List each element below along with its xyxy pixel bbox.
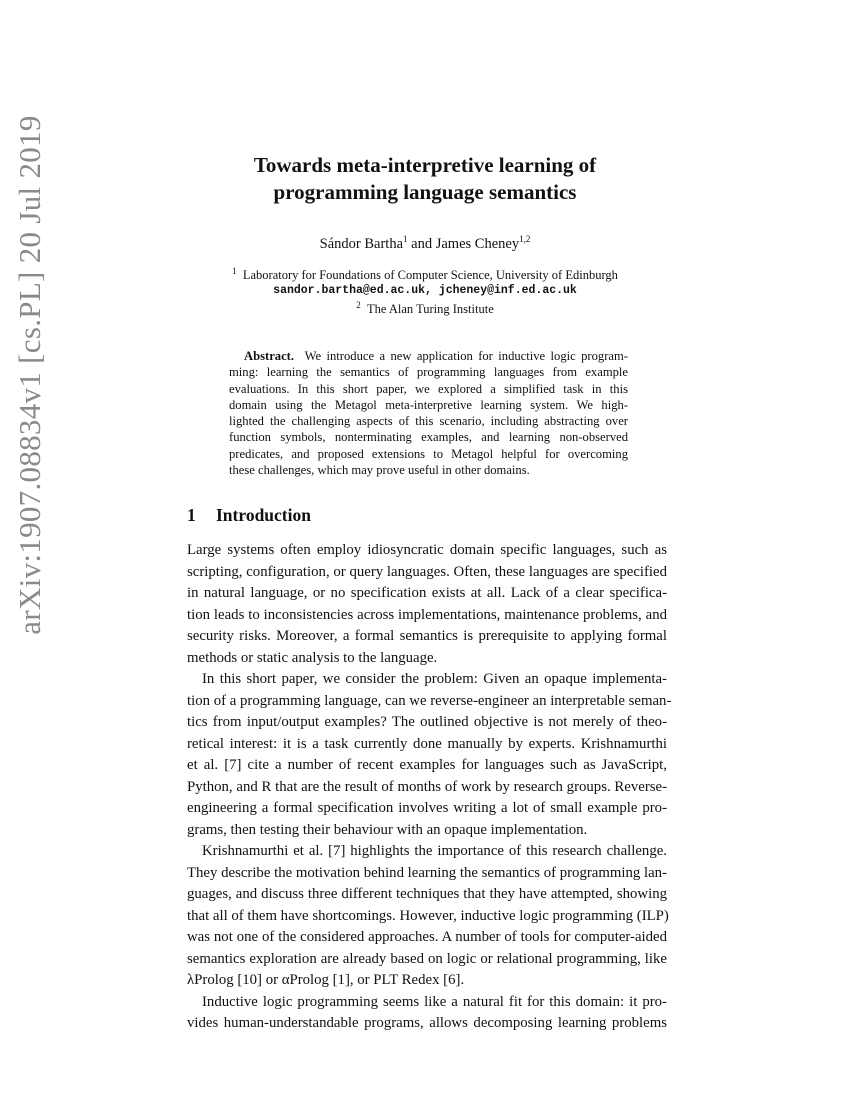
text-line: retical interest: it is a task currently done manually by experts. Krishnamurthi	[187, 735, 667, 752]
author-name: Sándor Bartha	[319, 235, 404, 252]
abstract-line: lighted the challenging aspects of this scenario, including abstracting over	[229, 414, 628, 429]
text-line: guages, and discuss three different techniques that they have attempted, showing	[187, 886, 667, 902]
affiliation-mark: 1	[232, 266, 237, 276]
text-line: security risks. Moreover, a formal semantics is prerequisite to applying formal	[187, 628, 667, 644]
title-line: programming language semantics	[273, 180, 577, 204]
text-line: methods or static analysis to the language.	[187, 649, 438, 666]
authors	[0, 234, 850, 253]
paragraph	[187, 992, 667, 1035]
text-line: They describe the motivation behind learning the semantics of programming lan-	[187, 864, 667, 881]
abstract-line: predicates, and proposed extensions to Metagol helpful for overcoming	[229, 446, 628, 461]
author-affiliation-mark: 1,2	[519, 234, 531, 244]
author-affiliation-mark: 1	[403, 234, 408, 244]
paragraph	[187, 669, 672, 841]
text-line: Large systems often employ idiosyncratic domain specific languages, such as	[187, 542, 667, 558]
paragraph	[187, 540, 667, 669]
section-number: 1	[187, 505, 196, 525]
abstract-line: function symbols, nonterminating examples, and learning non-observed	[229, 430, 628, 445]
abstract-line: evaluations. In this short paper, we explored a simplified task in this	[229, 381, 628, 396]
text-line: in natural language, or no specification exists at all. Lack of a clear specifica-	[187, 585, 667, 601]
text-line: tics from input/output examples? The outlined objective is not merely of theo-	[187, 714, 667, 730]
paper-title	[0, 152, 850, 206]
abstract-line: Abstract. We introduce a new application for inductive logic program-	[244, 349, 628, 363]
section-title: Introduction	[216, 505, 311, 525]
text-line: In this short paper, we consider the problem: Given an opaque implementa-	[202, 671, 667, 687]
affiliation: The Alan Turing Institute	[367, 302, 494, 317]
title-line: Towards meta-interpretive learning of	[253, 153, 597, 177]
affiliations	[0, 264, 850, 317]
abstract	[229, 348, 628, 478]
section-heading	[187, 505, 311, 526]
text-line: vides human-understandable programs, allows decomposing learning problems	[187, 1015, 667, 1031]
affiliation: Laboratory for Foundations of Computer Science, University of Edinburgh	[242, 268, 618, 283]
text-line: tion leads to inconsistencies across implementations, maintenance problems, and	[187, 606, 667, 623]
abstract-label: Abstract.	[244, 349, 295, 363]
text-line: Python, and R that are the result of months of work by research groups. Reverse-	[187, 778, 667, 795]
text-line: et al. [7] cite a number of recent examples for languages such as JavaScript,	[187, 757, 667, 773]
text-line: Krishnamurthi et al. [7] highlights the importance of this research challenge.	[202, 843, 667, 859]
text-line: engineering a formal specification involves writing a lot of small example pro-	[187, 800, 667, 816]
body-text	[187, 540, 672, 1035]
author-name: and James Cheney	[407, 235, 520, 252]
affiliation-mark: 2	[356, 300, 361, 311]
text-line: scripting, configuration, or query languages. Often, these languages are specified	[187, 563, 667, 580]
author-emails: sandor.bartha@ed.ac.uk, jcheney@inf.ed.ac.uk	[273, 284, 577, 298]
text-line: grams, then testing their behaviour with an opaque implementation.	[187, 821, 588, 838]
text-line: was not one of the considered approaches. A number of tools for computer-aided	[187, 929, 667, 945]
paragraph	[187, 841, 667, 992]
arxiv-watermark: arXiv:1907.08834v1 [cs.PL] 20 Jul 2019	[12, 115, 47, 635]
abstract-line: these challenges, which may prove useful in other domains.	[229, 463, 530, 478]
text-line: tion of a programming language, can we reverse-engineer an interpretable seman-	[187, 692, 672, 709]
text-line: semantics exploration are already based on logic or relational programming, like	[187, 950, 667, 967]
text-line: λProlog [10] or αProlog [1], or PLT Redex [6].	[187, 972, 465, 988]
text-line: Inductive logic programming seems like a natural fit for this domain: it pro-	[202, 993, 667, 1010]
abstract-line: ming: learning the semantics of programming languages from example	[229, 365, 628, 380]
text-line: that all of them have shortcomings. However, inductive logic programming (ILP)	[187, 907, 669, 924]
abstract-line: domain using the Metagol meta-interpretive learning system. We high-	[229, 397, 628, 412]
